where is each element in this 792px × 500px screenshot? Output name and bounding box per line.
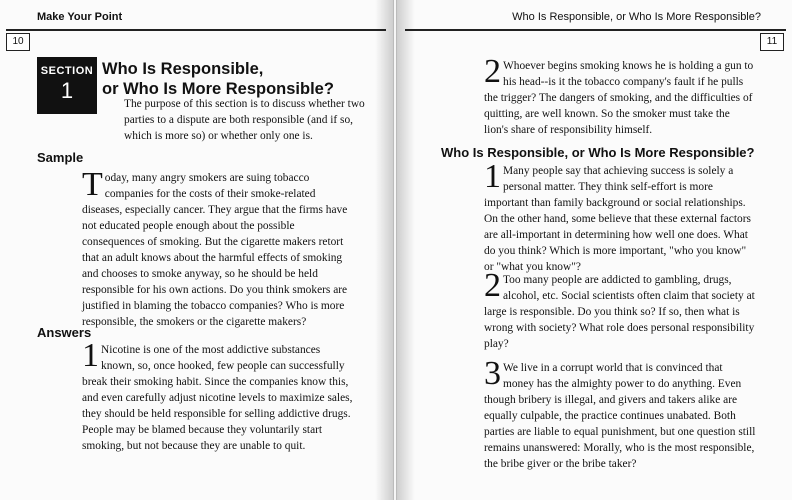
- sample-text: oday, many angry smokers are suing tobacco companies for the costs of their smoke-related diseases, especially cancer. They argue that the firms have not educated people enough about the possible consequences of smoking. But the cigarette makers retort that an adult knows about the harmful effects of smoking and chooses to smoke anyway, so he should be held responsible for his own actions. Do you think smokers are justified in blaming the tobacco companies? Who is more responsible, the smokers or the cigarette makers?: [82, 172, 348, 328]
- question-1-text: Many people say that achieving success is solely a personal matter. They think self-effort is more important than family background or social relationships. On the other hand, some believe that these external factors are all-important in determining how well one does. What do you think? Which is more important, "who you know" or "what you know"?: [484, 165, 751, 273]
- right-page: [396, 0, 792, 500]
- question-3: [484, 355, 756, 472]
- section-badge: [37, 57, 97, 114]
- answers-heading: Answers: [37, 325, 92, 340]
- question-2-text: Too many people are addicted to gambling, drugs, alcohol, etc. Social scientists often claim that society at large is responsible. Do you think so? If so, then what is wrong with society? What role does personal responsibility play?: [484, 274, 755, 350]
- questions-heading: Who Is Responsible, or Who Is More Responsible?: [441, 145, 755, 160]
- question-3-number: 3: [484, 355, 501, 392]
- answer-1-number: 1: [82, 337, 99, 374]
- running-header-left: Make Your Point: [37, 11, 123, 23]
- page-number-left: 10: [6, 33, 30, 51]
- sample-paragraph: [82, 166, 352, 330]
- gutter-shadow: [397, 0, 415, 500]
- question-2-number: 2: [484, 267, 501, 304]
- page-number-right: 11: [760, 33, 784, 51]
- header-rule: [6, 29, 386, 31]
- section-number: 1: [60, 78, 74, 103]
- running-header-right: Who Is Responsible, or Who Is More Responsible?: [512, 11, 761, 23]
- left-page: [0, 0, 394, 500]
- answer-2-number: 2: [484, 53, 501, 90]
- section-label: SECTION: [40, 65, 94, 77]
- header-rule: [405, 29, 786, 31]
- answer-2: [484, 53, 756, 138]
- section-title-line1: Who Is Responsible,: [102, 60, 264, 78]
- sample-heading: Sample: [37, 150, 84, 165]
- section-title-line2: or Who Is More Responsible?: [102, 80, 334, 98]
- question-1-number: 1: [484, 158, 501, 195]
- section-intro: The purpose of this section is to discuss whether two parties to a dispute are both responsible (and if so, which is more so) or whether only one is.: [124, 98, 365, 142]
- section-title: [102, 59, 382, 99]
- question-3-text: We live in a corrupt world that is convinced that money has the almighty power to do anything. Even though bribery is illegal, and givers and takers alike are equally culpable, the practice continues unabated. Both parties are liable to equal punishment, but one question still remains unanswered: Morally, who is the most responsible, the bribe giver or the bribe taker?: [484, 362, 756, 470]
- sample-dropcap: T: [82, 166, 103, 203]
- answer-1: [82, 337, 354, 454]
- question-2: [484, 267, 756, 352]
- answer-1-text: Nicotine is one of the most addictive substances known, so, once hooked, few people can successfully break their smoking habit. Since the companies know this, and even carefully adjust nicotine levels to maximize sales, they should be held responsible for selling addictive drugs. People may be blamed because they voluntarily start smoking, but not because they are unable to quit.: [82, 344, 353, 452]
- question-1: [484, 158, 756, 275]
- answer-2-text: Whoever begins smoking knows he is holding a gun to his head--is it the tobacco company's fault if he pulls the trigger? The dangers of smoking, and the difficulties of quitting, are well known. So the smoker must take the lion's share of responsibility himself.: [484, 60, 754, 136]
